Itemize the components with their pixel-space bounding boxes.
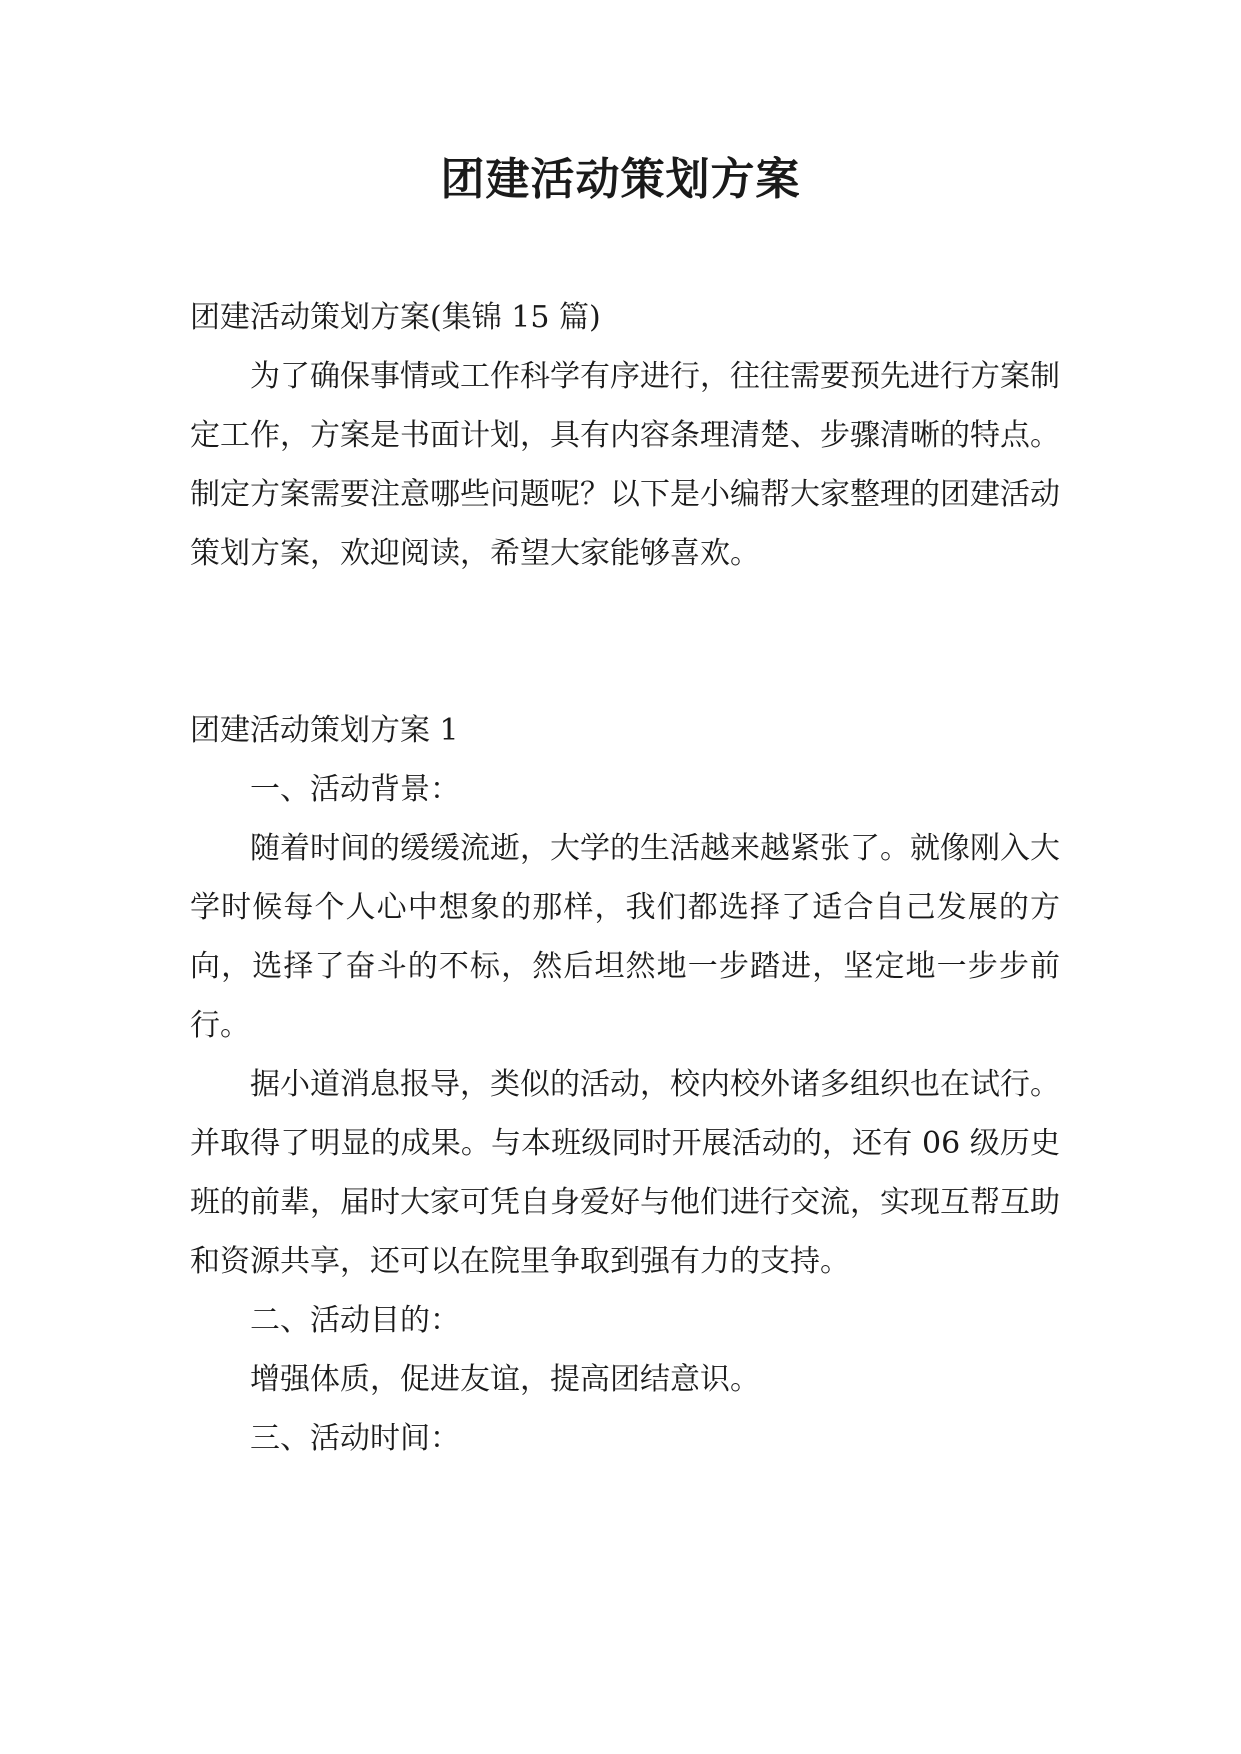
intro-paragraph: 为了确保事情或工作科学有序进行，往往需要预先进行方案制定工作，方案是书面计划，具有内容条理清楚、步骤清晰的特点。制定方案需要注意哪些问题呢？以下是小编帮大家整理的团建活动策划方案，欢迎阅读，希望大家能够喜欢。 xyxy=(190,359,1060,571)
purpose-text: 增强体质，促进友谊，提高团结意识。 xyxy=(250,1362,760,1397)
background-heading: 一、活动背景： xyxy=(250,772,460,807)
section-spacer xyxy=(190,583,1060,701)
purpose-heading: 二、活动目的： xyxy=(250,1303,460,1338)
document-body xyxy=(190,288,1060,1468)
time-heading: 三、活动时间： xyxy=(250,1421,460,1456)
background-paragraph-2: 据小道消息报导，类似的活动，校内校外诸多组织也在试行。并取得了明显的成果。与本班级同时开展活动的，还有 06 级历史班的前辈，届时大家可凭自身爱好与他们进行交流，实现互帮互助和资源共享，还可以在院里争取到强有力的支持。 xyxy=(190,1067,1060,1279)
section-heading: 团建活动策划方案 1 xyxy=(190,713,459,748)
collection-heading: 团建活动策划方案(集锦 15 篇) xyxy=(190,300,601,335)
document-title: 团建活动策划方案 xyxy=(440,154,801,205)
background-paragraph-1: 随着时间的缓缓流逝，大学的生活越来越紧张了。就像刚入大学时候每个人心中想象的那样，我们都选择了适合自己发展的方向，选择了奋斗的不标，然后坦然地一步踏进，坚定地一步步前行。 xyxy=(190,831,1060,1043)
